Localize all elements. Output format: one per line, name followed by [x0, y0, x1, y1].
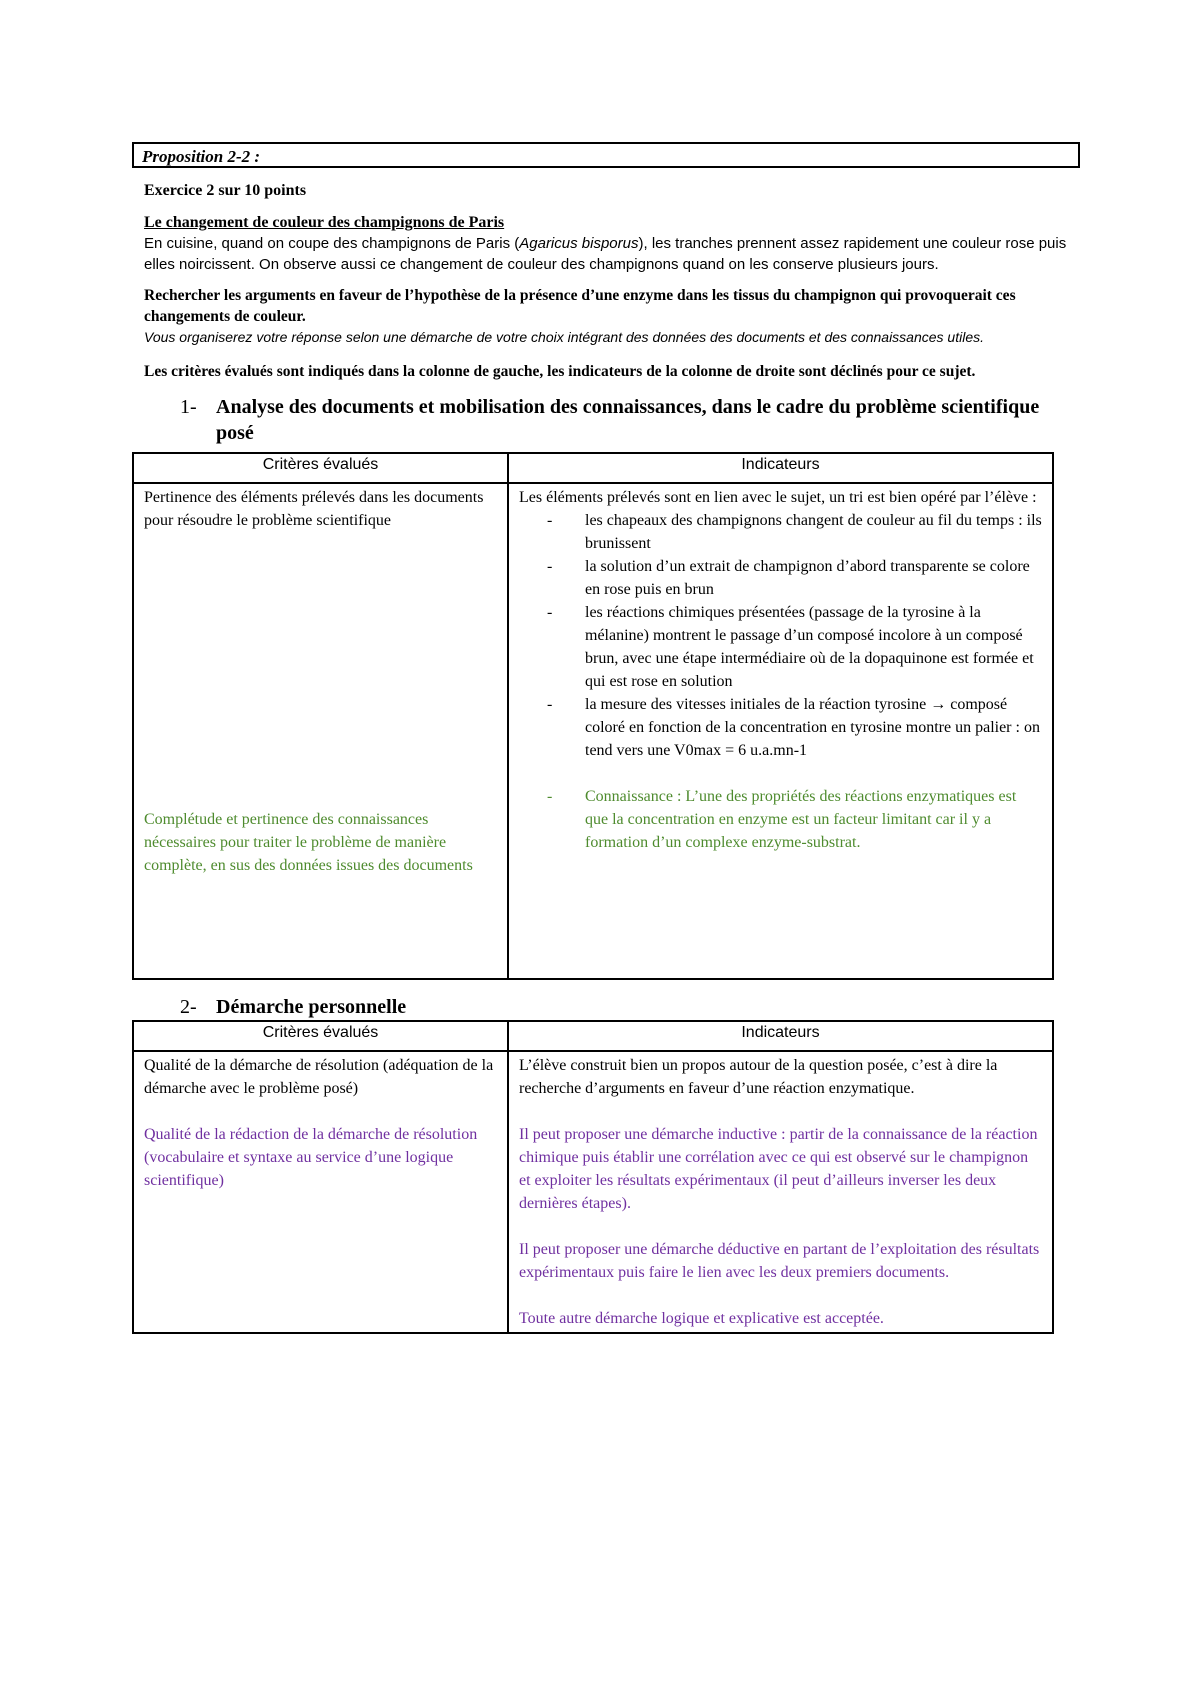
list-item: - la mesure des vitesses initiales de la réaction tyrosine → composé coloré en fonction de la concentration en tyrosine montre un palier : on tend vers une V0max = 6 u.a.mn-1 [547, 693, 1042, 762]
instruction-text: Vous organiserez votre réponse selon une démarche de votre choix intégrant des données des documents et des connaissances utiles. [144, 329, 984, 345]
proposition-header: Proposition 2-2 : [132, 142, 1080, 168]
table-header: Critères évalués [133, 453, 508, 483]
table-header: Indicateurs [508, 453, 1053, 483]
criterion-text-green: Complétude et pertinence des connaissances nécessaires pour traiter le problème de manière complète, en sus des données issues des documents [144, 811, 473, 874]
criterion-text: Pertinence des éléments prélevés dans les documents pour résoudre le problème scientifique [144, 489, 484, 529]
subject-intro: En cuisine, quand on coupe des champignons de Paris (Agaricus bisporus), les tranches prennent assez rapidement une couleur rose puis elles noircissent. On observe aussi ce changement de couleur des champignons quand on les conserve plusieurs jours. [144, 235, 1067, 273]
section2-table [132, 1020, 1054, 1334]
section2-title: 2- Démarche personnelle [180, 996, 407, 1018]
list-item: - la solution d’un extrait de champignon d’abord transparente se colore en rose puis en brun [547, 555, 1042, 601]
section1-title: 1- Analyse des documents et mobilisation des connaissances, dans le cadre du problème scientifique posé [180, 396, 1040, 444]
criterion-text-purple: Qualité de la rédaction de la démarche de résolution (vocabulaire et syntaxe au service d’une logique scientifique) [144, 1126, 478, 1189]
knowledge-item: - Connaissance : L’une des propriétés des réactions enzymatiques est que la concentration en enzyme est un facteur limitant car il y a formation d’un complexe enzyme-substrat. [547, 785, 1042, 854]
indicator-text-purple: Toute autre démarche logique et explicative est acceptée. [519, 1310, 884, 1327]
list-item: - les réactions chimiques présentées (passage de la tyrosine à la mélanine) montrent le passage d’un composé incolore à un composé brun, avec une étape intermédiaire où de la dopaquinone est formée et qui est rose en solution [547, 601, 1042, 693]
indicator-text-purple: Il peut proposer une démarche déductive en partant de l’exploitation des résultats expérimentaux puis faire le lien avec les deux premiers documents. [519, 1241, 1040, 1281]
species-name: Agaricus bisporus [519, 235, 639, 252]
question-text: Rechercher les arguments en faveur de l’hypothèse de la présence d’une enzyme dans les tissus du champignon qui provoquerait ces changements de couleur. [144, 287, 1016, 325]
indicator-intro: Les éléments prélevés sont en lien avec le sujet, un tri est bien opéré par l’élève : [519, 489, 1037, 506]
table-header: Critères évalués [133, 1021, 508, 1051]
subject-title: Le changement de couleur des champignons de Paris [144, 214, 505, 231]
criteria-note: Les critères évalués sont indiqués dans la colonne de gauche, les indicateurs de la colonne de droite sont déclinés pour ce sujet. [144, 363, 976, 380]
indicator-text: L’élève construit bien un propos autour de la question posée, c’est à dire la recherche d’arguments en faveur d’une réaction enzymatique. [519, 1057, 998, 1097]
indicator-text-purple: Il peut proposer une démarche inductive : partir de la connaissance de la réaction chimique puis établir une corrélation avec ce qui est observé sur le champignon et exploiter les résultats expérimentaux (il peut d’ailleurs inverser les deux dernières étapes). [519, 1126, 1038, 1212]
document-page [132, 142, 1080, 1334]
list-item: - les chapeaux des champignons changent de couleur au fil du temps : ils brunissent [547, 509, 1042, 555]
table-header: Indicateurs [508, 1021, 1053, 1051]
criterion-text: Qualité de la démarche de résolution (adéquation de la démarche avec le problème posé) [144, 1057, 494, 1097]
section1-table [132, 452, 1054, 980]
exercise-label: Exercice 2 sur 10 points [144, 182, 307, 199]
